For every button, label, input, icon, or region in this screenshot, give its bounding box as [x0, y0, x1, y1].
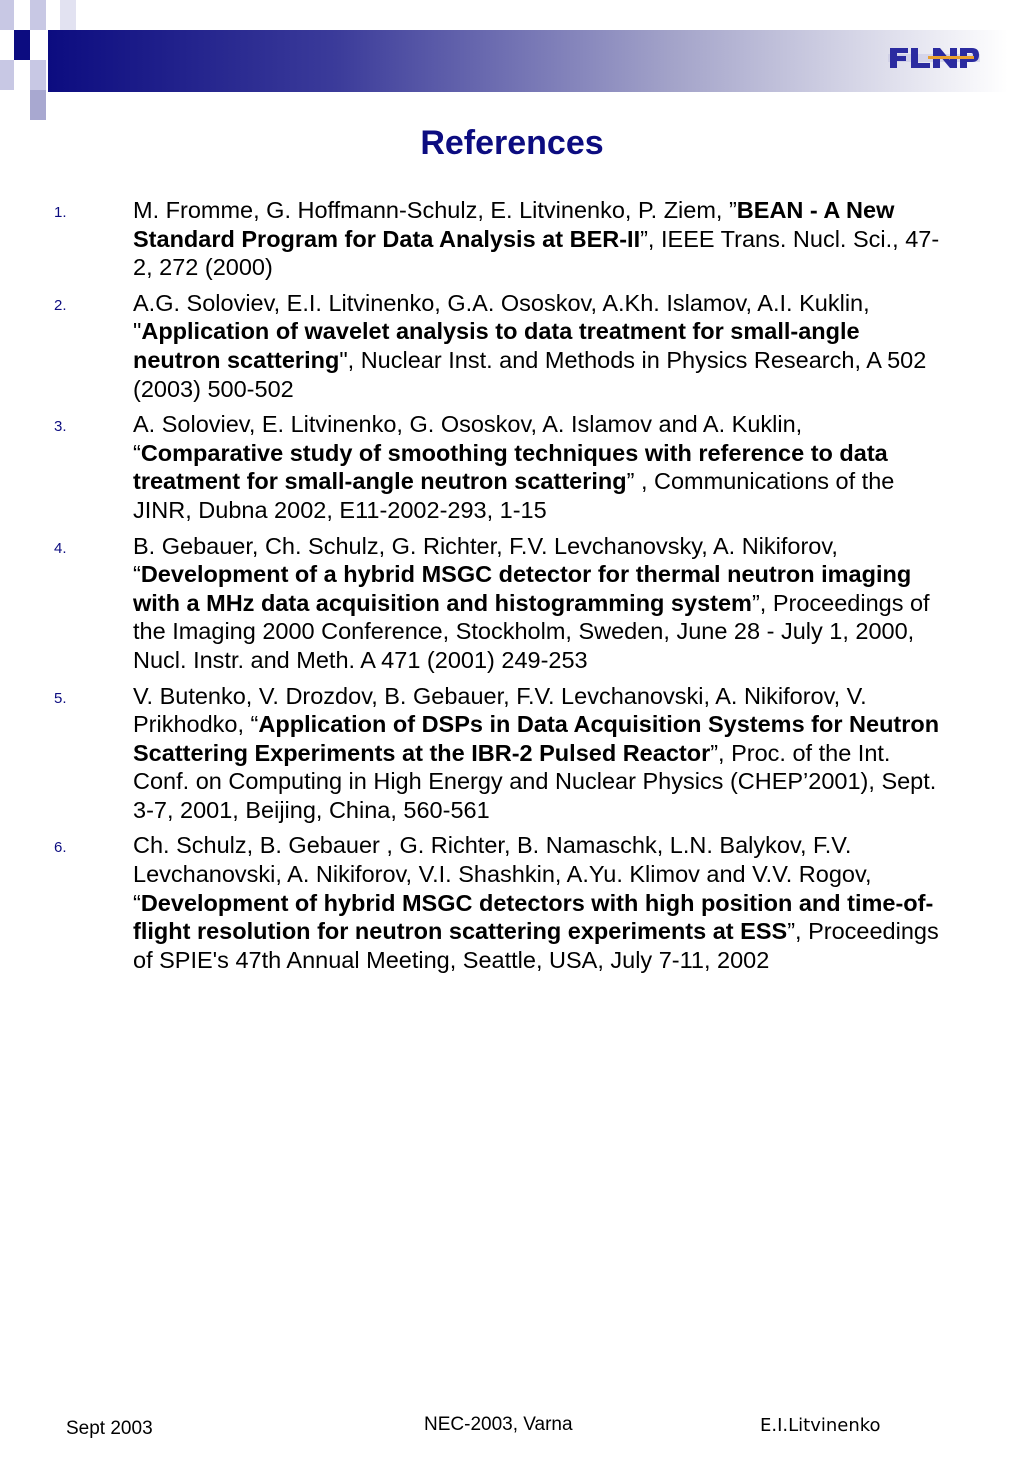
ref-title: Development of a hybrid MSGC detector for thermal neutron imaging with a MHz data acquisition and histogramming system	[133, 561, 912, 616]
list-item-number: 1.	[54, 204, 67, 221]
footer-author: E.I.Litvinenko	[760, 1415, 881, 1436]
ref-title: Comparative study of smoothing techniques with reference to data treatment for small-angle neutron scattering	[133, 439, 888, 495]
ref-source: ”, Proceedings of SPIE's 47th Annual Meeting, Seattle, USA, July 7-11, 2002	[133, 918, 939, 973]
list-item	[50, 831, 950, 974]
ref-source: ”, Proceedings of the Imaging 2000 Conference, Stockholm, Sweden, June 28 - July 1, 2000, Nucl. Instr. and Meth. A 471 (2001) 249-253	[133, 589, 930, 673]
decor-square	[0, 60, 14, 90]
references-list	[50, 196, 950, 981]
ref-title: Development of hybrid MSGC detectors with high position and time-of-flight resolution for neutron scattering experiments at ESS	[133, 889, 934, 945]
ref-source: ", Nuclear Inst. and Methods in Physics Research, A 502 (2003) 500-502	[133, 346, 927, 402]
ref-title: Application of wavelet analysis to data treatment for small-angle neutron scattering	[133, 318, 860, 373]
ref-source: ”, Proc. of the Int. Conf. on Computing in High Energy and Nuclear Physics (CHEP’2001), Sept. 3-7, 2001, Beijing, China, 560-561	[133, 739, 937, 823]
ref-authors: B. Gebauer, Ch. Schulz, G. Richter, F.V. Levchanovsky, A. Nikiforov, “	[133, 532, 838, 588]
ref-authors: A.G. Soloviev, E.I. Litvinenko, G.A. Ososkov, A.Kh. Islamov, A.I. Kuklin, "	[133, 289, 870, 345]
flnp-logo-icon	[888, 44, 980, 72]
decor-square	[30, 0, 46, 30]
list-item	[50, 682, 950, 825]
list-item-number: 3.	[54, 418, 67, 436]
header-banner	[0, 0, 1024, 120]
ref-authors: A. Soloviev, E. Litvinenko, G. Ososkov, A. Islamov and A. Kuklin, “	[133, 411, 803, 466]
footer-date: Sept 2003	[66, 1418, 153, 1439]
ref-authors: Ch. Schulz, B. Gebauer , G. Richter, B. Namaschk, L.N. Balykov, F.V. Levchanovski, A. Nikiforov, V.I. Shashkin, A.Yu. Klimov and V.V. Rogov, “	[133, 832, 872, 916]
list-item	[50, 196, 950, 282]
decor-square	[30, 60, 46, 90]
list-item-number: 6.	[54, 839, 67, 857]
ref-title: BEAN - A New Standard Program for Data Analysis at BER-II	[133, 197, 895, 252]
list-item	[50, 289, 950, 403]
decor-square	[0, 0, 14, 30]
list-item-number: 2.	[54, 296, 67, 314]
page-title: References	[420, 124, 604, 162]
ref-source: ”, IEEE Trans. Nucl. Sci., 47-2, 272 (2000)	[133, 225, 940, 281]
ref-authors: V. Butenko, V. Drozdov, B. Gebauer, F.V. Levchanovski, A. Nikiforov, V. Prikhodko, “	[133, 682, 867, 738]
list-item	[50, 532, 950, 675]
ref-title: Application of DSPs in Data Acquisition Systems for Neutron Scattering Experiments at the IBR-2 Pulsed Reactor	[133, 711, 940, 766]
footer-event: NEC-2003, Varna	[424, 1414, 573, 1435]
header-gradient-bar	[48, 30, 1008, 92]
decor-square	[60, 0, 76, 30]
ref-authors: M. Fromme, G. Hoffmann-Schulz, E. Litvinenko, P. Ziem, ”	[133, 197, 737, 223]
list-item-number: 4.	[54, 539, 67, 557]
decor-square	[30, 90, 46, 120]
ref-source: ” , Communications of the JINR, Dubna 2002, E11-2002-293, 1-15	[133, 468, 895, 523]
list-item	[50, 410, 950, 524]
decor-square	[14, 30, 30, 60]
list-item-number: 5.	[54, 689, 67, 707]
